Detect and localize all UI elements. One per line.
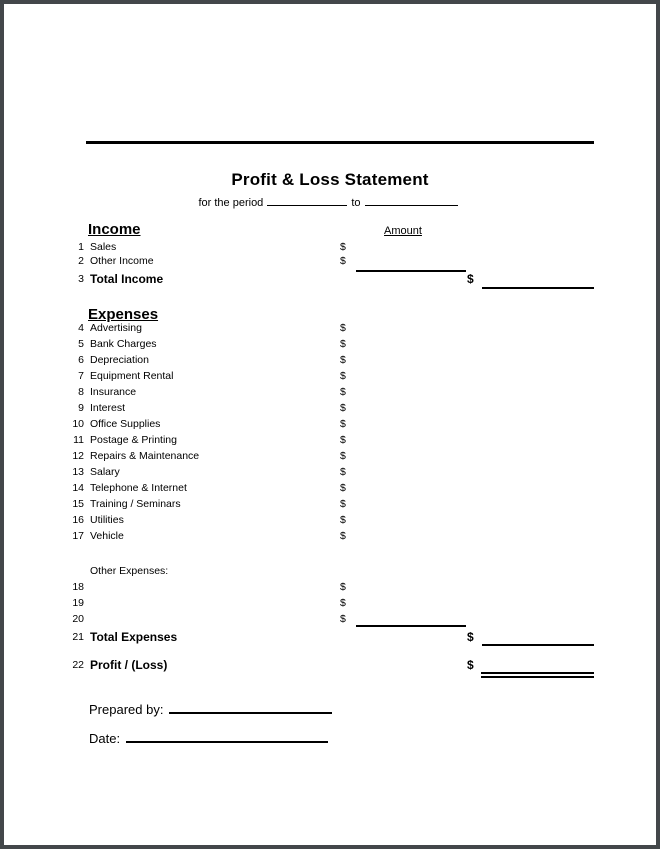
dollar-sign: $ xyxy=(340,338,346,350)
row-label: Profit / (Loss) xyxy=(90,658,168,672)
row-label: Interest xyxy=(90,402,126,414)
amount-column-header: Amount xyxy=(384,225,422,237)
expense-row-repairs-maintenance xyxy=(4,450,656,464)
row-label: Utilities xyxy=(90,514,124,526)
dollar-sign: $ xyxy=(340,482,346,494)
row-number: 19 xyxy=(72,597,84,609)
row-label: Vehicle xyxy=(90,530,124,542)
dollar-sign: $ xyxy=(340,386,346,398)
expense-row-office-supplies xyxy=(4,418,656,432)
expense-row-telephone-internet xyxy=(4,482,656,496)
row-number: 3 xyxy=(78,273,84,285)
row-label: Insurance xyxy=(90,386,137,398)
dollar-sign: $ xyxy=(340,613,346,625)
page-title: Profit & Loss Statement xyxy=(231,170,429,189)
dollar-sign: $ xyxy=(340,354,346,366)
row-number: 11 xyxy=(73,434,84,446)
row-label: Sales xyxy=(90,241,117,253)
expense-row-vehicle xyxy=(4,530,656,544)
profit-loss-row xyxy=(4,658,656,672)
dollar-sign: $ xyxy=(340,597,346,609)
row-label: Postage & Printing xyxy=(90,434,177,446)
dollar-sign: $ xyxy=(340,466,346,478)
expenses-heading: Expenses xyxy=(88,306,159,323)
row-number: 12 xyxy=(72,450,84,462)
dollar-sign: $ xyxy=(340,450,346,462)
row-number: 15 xyxy=(72,498,84,510)
profit-double-line-bottom xyxy=(481,676,594,678)
row-number: 1 xyxy=(78,241,84,253)
row-number: 5 xyxy=(78,338,84,350)
row-number: 13 xyxy=(72,466,84,478)
expense-row-utilities xyxy=(4,514,656,528)
row-label: Total Expenses xyxy=(90,630,178,644)
other-expenses-label: Other Expenses: xyxy=(90,565,169,577)
row-number: 2 xyxy=(78,255,84,267)
period-to-blank xyxy=(365,195,458,206)
expense-row-depreciation xyxy=(4,354,656,368)
dollar-sign: $ xyxy=(340,434,346,446)
row-label: Office Supplies xyxy=(90,418,161,430)
row-number: 8 xyxy=(78,386,84,398)
expense-row-insurance xyxy=(4,386,656,400)
expense-row-interest xyxy=(4,402,656,416)
total-expenses-line xyxy=(482,644,594,646)
other-expenses-label-row xyxy=(4,565,656,579)
row-label: Bank Charges xyxy=(90,338,157,350)
income-row-sales xyxy=(4,241,656,255)
dollar-sign: $ xyxy=(340,514,346,526)
row-number: 21 xyxy=(72,631,84,643)
row-number: 16 xyxy=(72,514,84,526)
expenses-subtotal-line xyxy=(356,625,466,627)
expense-row-advertising xyxy=(4,322,656,336)
row-number: 20 xyxy=(72,613,84,625)
row-number: 9 xyxy=(78,402,84,414)
dollar-sign: $ xyxy=(340,255,346,267)
row-number: 14 xyxy=(72,482,84,494)
expense-row-equipment-rental xyxy=(4,370,656,384)
dollar-sign: $ xyxy=(340,241,346,253)
other-expense-row-18 xyxy=(4,581,656,595)
row-number: 7 xyxy=(78,370,84,382)
row-number: 17 xyxy=(72,530,84,542)
period-line xyxy=(4,195,656,209)
period-to-label: to xyxy=(351,197,361,209)
row-number: 10 xyxy=(72,418,84,430)
header-divider xyxy=(86,141,594,144)
dollar-sign: $ xyxy=(340,322,346,334)
dollar-sign: $ xyxy=(467,630,474,644)
row-label: Salary xyxy=(90,466,120,478)
row-label: Total Income xyxy=(90,272,164,286)
period-from-blank xyxy=(267,195,347,206)
dollar-sign: $ xyxy=(467,658,474,672)
dollar-sign: $ xyxy=(340,418,346,430)
prepared-by-blank xyxy=(169,701,332,714)
profit-double-line-top xyxy=(481,672,594,674)
row-label: Equipment Rental xyxy=(90,370,174,382)
row-label: Advertising xyxy=(90,322,142,334)
row-number: 22 xyxy=(72,659,84,671)
row-number: 4 xyxy=(78,322,84,334)
date-line xyxy=(89,730,328,746)
total-expenses-row xyxy=(4,630,656,644)
expense-row-postage-printing xyxy=(4,434,656,448)
period-prefix-label: for the period xyxy=(198,197,264,209)
row-label: Repairs & Maintenance xyxy=(90,450,200,462)
row-label: Other Income xyxy=(90,255,154,267)
expense-row-training-seminars xyxy=(4,498,656,512)
dollar-sign: $ xyxy=(340,402,346,414)
row-number: 6 xyxy=(78,354,84,366)
other-expense-row-20 xyxy=(4,613,656,627)
dollar-sign: $ xyxy=(340,581,346,593)
row-label: Training / Seminars xyxy=(90,498,181,510)
dollar-sign: $ xyxy=(340,370,346,382)
total-income-line xyxy=(482,287,594,289)
total-income-row xyxy=(4,272,656,286)
dollar-sign: $ xyxy=(340,498,346,510)
row-label: Telephone & Internet xyxy=(90,482,187,494)
other-expense-row-19 xyxy=(4,597,656,611)
row-label: Depreciation xyxy=(90,354,149,366)
expense-row-salary xyxy=(4,466,656,480)
income-heading: Income xyxy=(88,221,141,238)
date-label: Date: xyxy=(89,731,121,746)
income-row-other-income xyxy=(4,255,656,269)
dollar-sign: $ xyxy=(340,530,346,542)
prepared-by-line xyxy=(89,701,332,717)
date-blank xyxy=(126,730,328,743)
row-number: 18 xyxy=(72,581,84,593)
expense-row-bank-charges xyxy=(4,338,656,352)
prepared-by-label: Prepared by: xyxy=(89,702,164,717)
dollar-sign: $ xyxy=(467,272,474,286)
